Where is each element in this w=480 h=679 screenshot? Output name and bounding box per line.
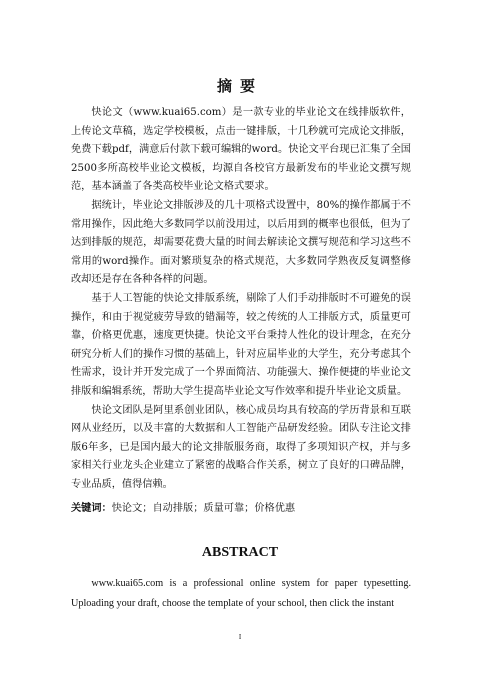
- keywords-label: 关键词：: [71, 503, 112, 514]
- abstract-paragraph: 基于人工智能的快论文排版系统，剔除了人们手动排版时不可避免的误操作，和由于视觉疲劳导致的错漏等，较之传统的人工排版方式，质量更可靠，价格更优惠，速度更快捷。快论文平台秉持人性化的设计理念，在充分研究分析人们的操作习惯的基础上，针对应届毕业的大学生，充分考虑其个性需求，设计并开发完成了一个界面简洁、功能强大、操作便捷的毕业论文排版和编辑系统，帮助大学生提高毕业论文写作效率和提升毕业论文质量。: [71, 292, 411, 397]
- abstract-title-cn: 摘要: [216, 77, 263, 95]
- abstract-paragraph-en: www.kuai65.com is a professional online system for paper typesetting. Uploading your draft, choose the template of your school, then click the instant: [71, 578, 411, 609]
- abstract-paragraph: 快论文（www.kuai65.com）是一款专业的毕业论文在线排版软件，上传论文草稿，选定学校模板，点击一键排版，十几秒就可完成论文排版，免费下载pdf，满意后付款下载可编辑的word。快论文平台现已汇集了全国2500多所高校毕业论文模板，均源自各校官方最新发布的毕业论文撰写规范，基本涵盖了各类高校毕业论文格式要求。: [71, 107, 411, 193]
- abstract-title-en: ABSTRACT: [201, 545, 279, 560]
- abstract-paragraph: 据统计，毕业论文排版涉及的几十项格式设置中，80%的操作都属于不常用操作，因此绝大多数同学以前没用过，以后用到的概率也很低，但为了达到排版的规范，却需要花费大量的时间去解读论文撰写规范和学习这些不常用的word操作。面对繁琐复杂的格式规范，大多数同学熟夜反复调整修改却还是存在各种各样的问题。: [71, 199, 411, 286]
- abstract-body-en: [71, 574, 411, 613]
- keywords-value: 快论文；自动排版；质量可靠；价格优惠: [111, 503, 296, 514]
- page-number: I: [238, 633, 242, 641]
- keywords-line: [71, 500, 411, 519]
- abstract-body-cn: [71, 104, 411, 494]
- abstract-paragraph: 快论文团队是阿里系创业团队，核心成员均具有较高的学历背景和互联网从业经历，以及丰富的大数据和人工智能产品研发经验。团队专注论文排版6年多，已是国内最大的论文排版服务商，取得了多项知识产权，并与多家相关行业龙头企业建立了紧密的战略合作关系，树立了良好的口碑品牌，专业品质，值得信赖。: [71, 404, 411, 490]
